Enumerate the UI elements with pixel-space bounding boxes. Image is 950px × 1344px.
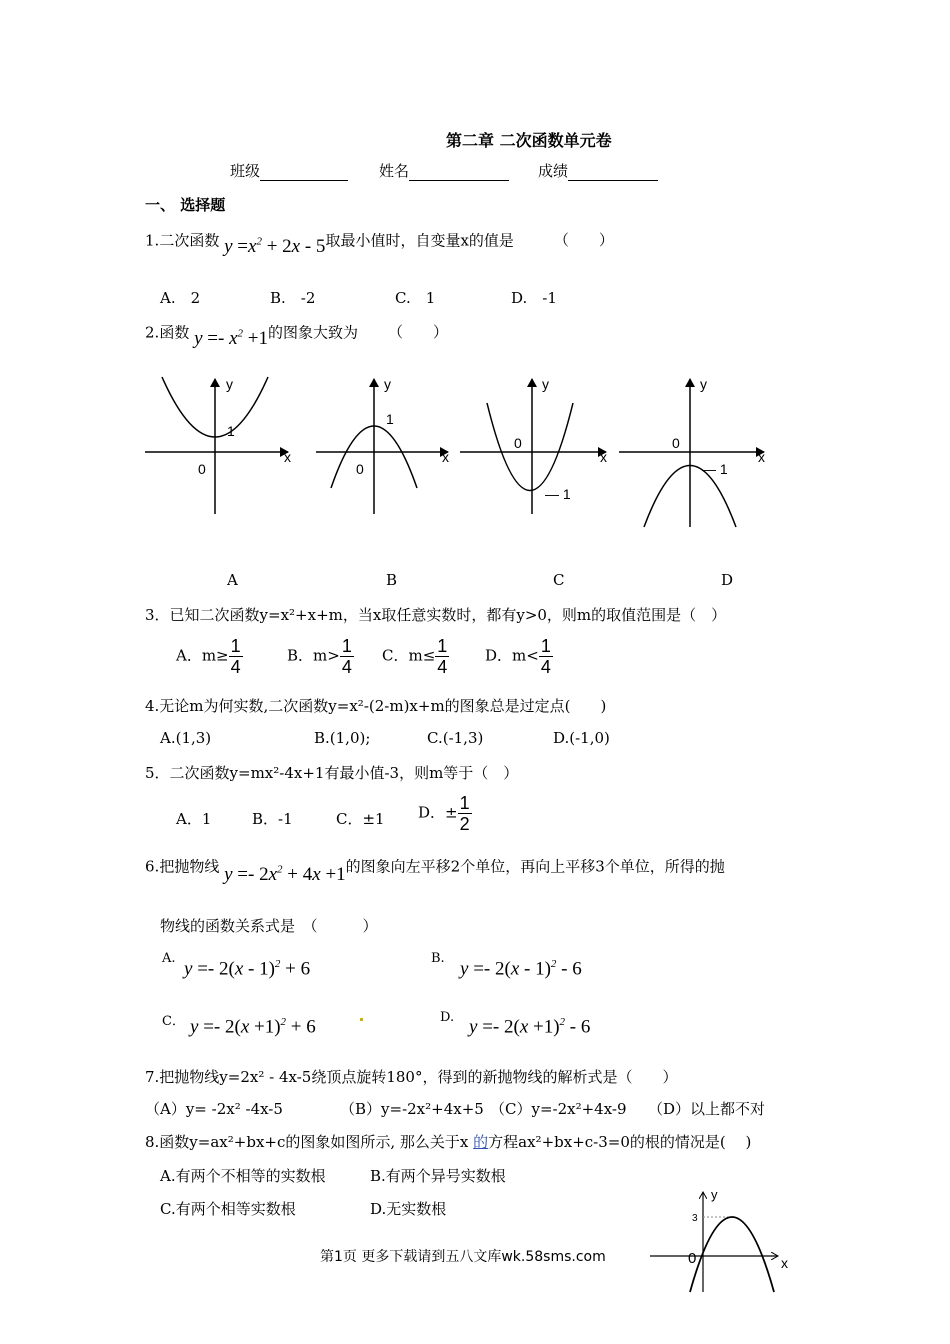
q6-option-b-formula: y =- 2(x - 1)$^2$ - 6	[460, 958, 582, 980]
q8-graph-origin: 0	[688, 1250, 697, 1267]
q1-option-a: A. 2	[160, 289, 201, 307]
graph-c-y-label: y	[542, 376, 549, 392]
q6-option-c-letter: C．	[162, 1014, 185, 1029]
q7-option-c: （C）y=-2x²+4x-9	[490, 1100, 627, 1118]
score-label: 成绩	[538, 162, 569, 180]
page-title: 第二章 二次函数单元卷	[446, 131, 612, 150]
q8-pre-text: 8.函数y=ax²+bx+c的图象如图所示, 那么关于x	[145, 1133, 474, 1151]
graph-d-y-label: y	[700, 376, 707, 392]
graph-a-y-label: y	[226, 376, 233, 392]
q8-post-text: 方程ax²+bx+c-3=0的根的情况是( )	[488, 1133, 752, 1151]
graph-c-curve	[487, 403, 573, 491]
graph-b-origin: 0	[356, 461, 364, 477]
q8-option-d: D.无实数根	[370, 1200, 447, 1218]
q3-option-a-den: 4	[230, 657, 241, 677]
question-3: 3．已知二次函数y=x²+x+m，当x取任意实数时，都有y>0，则m的取值范围是（ ）	[145, 606, 727, 624]
question-4: 4.无论m为何实数,二次函数y=x²-(2-m)x+m的图象总是过定点( )	[145, 697, 607, 715]
q6-formula: $y =- 2x^2 + 4x +1$	[224, 864, 346, 886]
q3-option-a	[176, 636, 243, 677]
q8-option-b: B.有两个异号实数根	[370, 1167, 506, 1185]
q3-option-c	[382, 636, 449, 677]
graph-label-b: B	[386, 571, 398, 589]
q2-number: 2.	[145, 323, 160, 342]
graph-label-d: D	[721, 571, 734, 589]
q4-option-b: B.(1,0);	[314, 729, 371, 747]
q3-option-b-fraction	[340, 636, 354, 677]
q3-option-c-num: 1	[437, 636, 448, 656]
q5-option-a: A．1	[176, 810, 212, 828]
q3-option-c-prefix: C．m≤	[382, 646, 436, 665]
q8-option-c: C.有两个相等实数根	[160, 1200, 296, 1218]
q3-option-b-prefix: B．m>	[287, 646, 340, 665]
graph-label-a: A	[227, 571, 238, 589]
q2-graphs	[0, 0, 950, 600]
q1-option-c: C. 1	[395, 289, 436, 307]
q6-post-text: 的图象向左平移2个单位，再向上平移3个单位，所得的抛	[345, 857, 725, 876]
q3-option-a-fraction	[229, 636, 243, 677]
q1-formula: $y =x^2 + 2x - 5$	[224, 236, 326, 258]
q6-option-b-letter: B.	[431, 951, 445, 966]
graph-c	[460, 376, 607, 514]
q6-option-a-formula: y =- 2(x - 1)$^2$ + 6	[184, 958, 311, 980]
q8-graph	[650, 1180, 800, 1300]
graph-a-origin: 0	[198, 461, 206, 477]
page-footer: 第1页 更多下载请到五八文库wk.58sms.com	[320, 1249, 606, 1265]
graph-label-c: C	[553, 571, 565, 589]
q2-formula: $y =- x^2 +1$	[194, 328, 268, 350]
q4-option-a: A.(1,3)	[160, 729, 212, 747]
graph-c-x-label: x	[600, 449, 607, 465]
graph-b-one: 1	[386, 411, 394, 427]
graph-d-origin: 0	[672, 435, 680, 451]
question-7: 7.把抛物线y=2x² - 4x-5绕顶点旋转180°，得到的新抛物线的解析式是（ ）	[145, 1068, 678, 1086]
graph-d-neg-one: — 1	[702, 461, 728, 477]
q3-option-d-num: 1	[540, 636, 551, 656]
q1-pre-text: 二次函数	[159, 231, 220, 250]
q1-option-d: D. -1	[511, 289, 557, 307]
decorative-dot	[360, 1018, 363, 1021]
q8-option-a: A.有两个不相等的实数根	[160, 1167, 326, 1185]
class-label: 班级	[230, 162, 261, 180]
question-5: 5．二次函数y=mx²-4x+1有最小值-3，则m等于（ ）	[145, 764, 519, 782]
q5-option-d-num: 1	[459, 793, 470, 813]
q5-option-d-prefix: D．±	[418, 803, 458, 822]
q6-option-c-formula: $y =- 2(x +1)^2 + 6$	[190, 1016, 316, 1038]
graph-d-x-label: x	[758, 449, 765, 465]
q5-option-d-den: 2	[459, 814, 470, 834]
q3-option-b-num: 1	[341, 636, 352, 656]
q5-option-d-fraction	[458, 793, 472, 834]
q3-option-a-prefix: A．m≥	[176, 646, 229, 665]
q6-option-d-letter: D.	[440, 1010, 455, 1025]
q1-option-b: B. -2	[270, 289, 316, 307]
q7-option-b: （B）y=-2x²+4x+5	[340, 1100, 484, 1118]
graph-b	[316, 376, 449, 514]
q6-pre-text: 把抛物线	[159, 857, 220, 876]
q7-option-d: （D）以上都不对	[648, 1100, 766, 1118]
q3-option-b-den: 4	[341, 657, 352, 677]
q3-option-c-den: 4	[437, 657, 448, 677]
q4-option-d: D.(-1,0)	[553, 729, 610, 747]
q5-option-b: B．-1	[252, 810, 293, 828]
graph-c-origin: 0	[514, 435, 522, 451]
q6-line-2: 物线的函数关系式是 （ ）	[160, 917, 378, 935]
q7-option-a: （A）y= -2x² -4x-5	[145, 1100, 283, 1118]
q8-graph-three: 3	[692, 1213, 698, 1224]
q1-number: 1.	[145, 231, 160, 250]
name-label: 姓名	[379, 162, 410, 180]
q5-option-d	[418, 793, 472, 834]
graph-c-neg-one: — 1	[545, 486, 571, 502]
q3-option-c-fraction	[435, 636, 449, 677]
q3-option-d-fraction	[539, 636, 553, 677]
q3-option-d-prefix: D．m<	[485, 646, 539, 665]
question-6	[145, 855, 725, 886]
q1-answer-paren: （ ）	[553, 231, 614, 250]
q6-option-d-formula: $y =- 2(x +1)^2 - 6$	[469, 1016, 591, 1038]
q8-graph-x-label: x	[781, 1255, 788, 1271]
q4-option-c: C.(-1,3)	[427, 729, 484, 747]
q3-option-d-den: 4	[540, 657, 551, 677]
graph-a-x-label: x	[284, 449, 291, 465]
question-8	[145, 1131, 751, 1152]
q3-option-d	[485, 636, 553, 677]
q2-answer-paren: （ ）	[388, 323, 449, 342]
graph-b-x-label: x	[442, 449, 449, 465]
q6-option-a-letter: A.	[162, 951, 176, 966]
graph-d	[619, 376, 765, 527]
q5-option-c: C．±1	[336, 810, 385, 828]
q2-post-text: 的图象大致为	[268, 323, 359, 342]
graph-a-one: 1	[227, 423, 235, 439]
graph-b-y-label: y	[384, 376, 391, 392]
q3-option-a-num: 1	[230, 636, 241, 656]
section-title: 一、 选择题	[145, 196, 226, 214]
q1-post-text: 取最小值时，自变量x的值是	[325, 231, 514, 250]
q8-graph-y-label: y	[711, 1187, 718, 1202]
q6-number: 6.	[145, 857, 160, 876]
q3-option-b	[287, 636, 354, 677]
q8-link[interactable]: 的	[473, 1133, 489, 1151]
q2-pre-text: 函数	[159, 323, 190, 342]
graph-a	[145, 376, 291, 514]
